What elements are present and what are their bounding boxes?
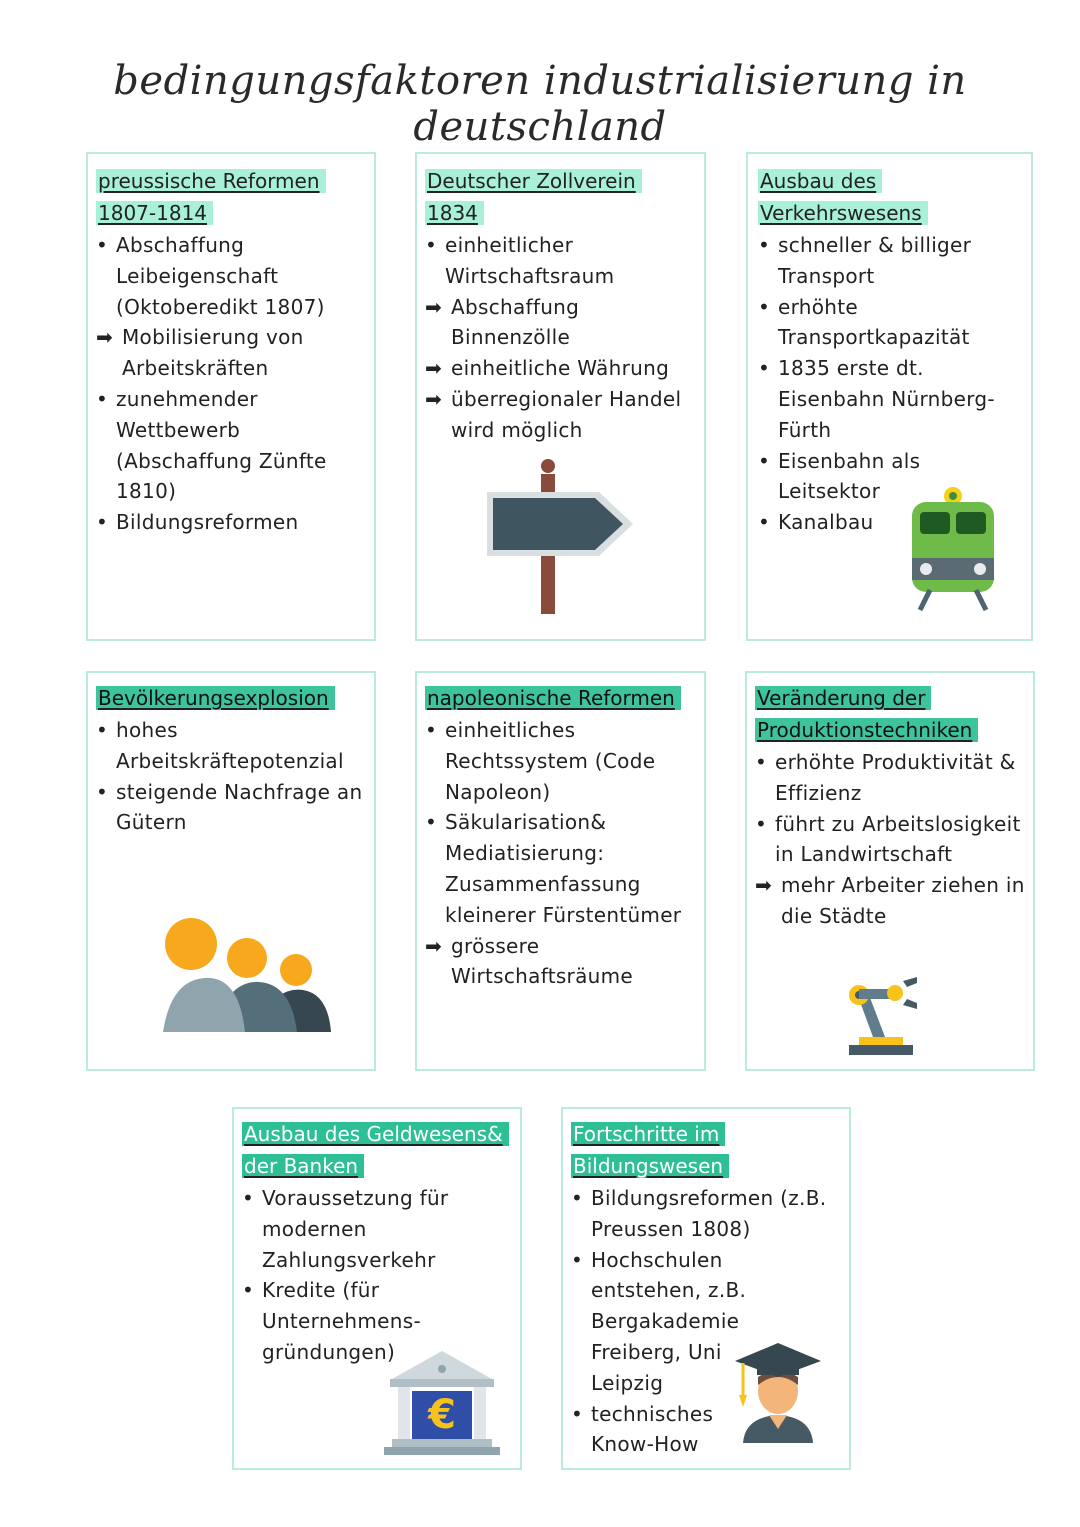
- item-list: [242, 1183, 512, 1368]
- list-item: • Abschaffung Leibeigenschaft (Oktoberedikt 1807): [96, 233, 325, 319]
- list-item: • technisches Know-How: [571, 1401, 714, 1457]
- card-napoleonische-reformen: [415, 671, 706, 1071]
- list-item: • zunehmender Wettbewerb (Abschaffung Zünfte 1810): [96, 386, 327, 504]
- list-item: • einheitlicher Wirtschaftsraum: [425, 233, 615, 288]
- card-preussische-reformen: [86, 152, 376, 641]
- bank-euro-icon: [384, 1349, 500, 1457]
- list-item: • führt zu Arbeitslosigkeit in Landwirtschaft: [755, 811, 1021, 867]
- list-item: • Bildungsreformen: [96, 510, 299, 535]
- train-icon: [908, 484, 998, 614]
- list-item: • hohes Arbeitskräftepotenzial: [96, 718, 344, 773]
- item-list: [425, 230, 696, 446]
- graduate-icon: [733, 1339, 823, 1443]
- list-item: • erhöhte Produktivität & Effizienz: [755, 750, 1016, 805]
- card-heading: Ausbau des Verkehrswesens: [758, 166, 1023, 230]
- card-geldwesen: [232, 1107, 522, 1470]
- list-item: ➡ Abschaffung Binnenzölle: [425, 294, 580, 350]
- list-item: • Eisenbahn als Leitsektor: [758, 448, 921, 504]
- card-heading: Deutscher Zollverein 1834: [425, 166, 696, 230]
- card-bildungswesen: [561, 1107, 851, 1470]
- card-heading: napoleonische Reformen: [425, 683, 696, 715]
- card-verkehrswesen: [746, 152, 1033, 641]
- item-list: [755, 747, 1025, 932]
- list-item: • steigende Nachfrage an Gütern: [96, 779, 363, 835]
- item-list: [425, 715, 696, 992]
- card-heading: Fortschritte im Bildungswesen: [571, 1119, 841, 1183]
- list-item: • Kredite (für Unternehmens-gründungen): [242, 1278, 421, 1364]
- signpost-icon: [487, 454, 637, 614]
- list-item: • Voraussetzung für modernen Zahlungsverkehr: [242, 1186, 449, 1272]
- people-icon: [163, 918, 333, 1036]
- card-heading: preussische Reformen 1807-1814: [96, 166, 366, 230]
- card-produktionstechniken: [745, 671, 1035, 1071]
- card-heading: Bevölkerungsexplosion: [96, 683, 366, 715]
- item-list: [96, 715, 366, 838]
- list-item: ➡ Mobilisierung von Arbeitskräften: [96, 325, 304, 381]
- card-heading: Veränderung der Produktionstechniken: [755, 683, 1025, 747]
- list-item: • Hochschulen entstehen, z.B. Bergakademie Freiberg, Uni Leipzig: [571, 1247, 747, 1395]
- list-item: • 1835 erste dt. Eisenbahn Nürnberg-Fürth: [758, 356, 995, 442]
- list-item: ➡ einheitliche Währung: [425, 356, 670, 381]
- list-item: • einheitliches Rechtssystem (Code Napoleon): [425, 718, 656, 804]
- list-item: • schneller & billiger Transport: [758, 233, 972, 288]
- card-zollverein: [415, 152, 706, 641]
- page-title: bedingungsfaktoren industrialisierung in deutschland: [113, 58, 967, 150]
- robot-arm-icon: [845, 973, 925, 1058]
- euro-symbol: €: [428, 1392, 456, 1438]
- list-item: ➡ überregionaler Handel wird möglich: [425, 386, 682, 442]
- list-item: ➡ grössere Wirtschaftsräume: [425, 933, 633, 989]
- card-bevoelkerungsexplosion: [86, 671, 376, 1071]
- list-item: ➡ mehr Arbeiter ziehen in die Städte: [755, 873, 1025, 928]
- card-heading: Ausbau des Geldwesens& der Banken: [242, 1119, 512, 1183]
- list-item: • Säkularisation& Mediatisierung: Zusammenfassung kleinerer Fürstentümer: [425, 810, 682, 927]
- list-item: • erhöhte Transportkapazität: [758, 294, 970, 350]
- list-item: • Bildungsreformen (z.B. Preussen 1808): [571, 1186, 827, 1241]
- list-item: • Kanalbau: [758, 510, 874, 535]
- item-list: [96, 230, 366, 538]
